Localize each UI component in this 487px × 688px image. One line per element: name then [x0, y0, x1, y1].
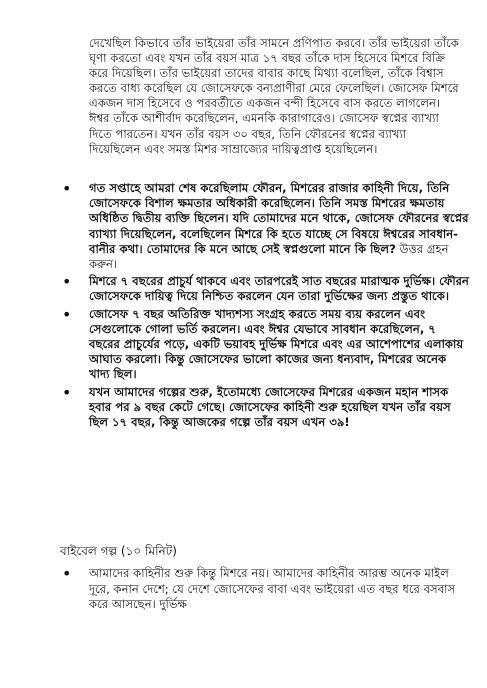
bullet-text: গত সপ্তাহে আমরা শেষ করেছিলাম ফৌরন, মিশরের রাজার কাহিনী দিয়ে, তিনি জোসেফকে বিশাল ক্ষমতার অধিকারী করেছিলেন। তিনি সমস্ত মিশরের ক্ষমতায় অধিষ্ঠিত দ্বিতীয় ব্যক্তি ছিলেন। যদি তোমাদের মনে থাকে, জোসেফ ফৌরনের স্বপ্নের ব্যাখ্যা দিয়েছিলেন, বলেছিলেন মিশরে কি হতে যাচ্ছে সে বিষয়ে ঈশ্বরের সাবধান-বানীর কথা। তোমাদের কি মনে আছে সেই স্বপ্নগুলো মানে কি ছিল?: [89, 181, 469, 256]
bullet-text: মিশরে ৭ বছরের প্রাচুর্য থাকবে এবং তারপরেই সাত বছরের মারাত্মক দুর্ভিক্ষ। ফৌরন জোসেফকে দায়িত্ব দিয়ে নিশ্চিত করলেন যেন তারা দুর্ভিক্ষের জন্য প্রস্তুত থাকে।: [89, 274, 469, 304]
list-item: [60, 566, 470, 613]
list-item: [60, 304, 470, 383]
lead-paragraph: দেখেছিল কিভাবে তাঁর ভাইয়েরা তাঁর সামনে প্রণিপাত করবে। তাঁর ভাইয়েরা তাঁকে ঘৃণা করতো এবং যখন তাঁর বয়স মাত্র ১৭ বছর তাঁকে দাস হিসেবে মিশরে বিক্রি করে দিয়েছিল। তাঁর ভাইয়েরা তাদের বাবার কাছে মিথ্যা বলেছিল, তাঁকে বিশ্বাস করতে বাধ্য করেছিল যে জোসেফকে বন্যপ্রাণীরা মেরে ফেলেছিল। জোসেফ মিশরে একজন দাস হিসেবে ও পরবর্তীতে একজন বন্দী হিসেবে বাস করতে লাগলেন। ঈশ্বর তাঁকে আশীর্বাদ করেছিলেন, এমনকি কারাগারেও। জোসেফ স্বপ্নের ব্যাখ্যা দিতে পারতেন। যখন তাঁর বয়স ৩০ বছর, তিনি ফৌরনের স্বপ্নের ব্যাখ্যা দিয়েছিলেন এবং সমস্ত মিশর সাম্রাজ্যের দায়িত্বপ্রাপ্ত হয়েছিলেন।: [89, 36, 459, 156]
bullet-icon: •: [62, 382, 72, 402]
bullet-icon: •: [62, 304, 72, 324]
section-bullet-list: [60, 566, 470, 615]
bullet-instruction: উত্তর গ্রহন করুন।: [89, 241, 449, 272]
bullet-icon: •: [62, 564, 72, 583]
list-item: [60, 382, 470, 431]
bullet-text: যখন আমাদের গল্পের শুরু, ইতোমধ্যে জোসেফের মিশরের একজন মহান শাসক হবার পর ৯ বছর কেটে গেছে। জোসেফের কাহিনী শুরু হয়েছিল যখন তাঁর বয়স ছিল ১৭ বছর, কিন্তু আজকের গল্পে তাঁর বয়স এখন ৩৯!: [89, 384, 451, 430]
bullet-icon: •: [62, 272, 72, 292]
bullet-text: জোসেফ ৭ বছর অতিরিক্ত খাদ্যশস্য সংগ্রহ করতে সময় ব্যয় করলেন এবং সেগুলোকে গোলা ভর্তি করলেন। এবং ঈশ্বর যেভাবে সাবধান করেছিলেন, ৭ বছরের প্রাচুর্যের পড়ে, একটি ভয়াবহ দুর্ভিক্ষ মিশরে এবং এর আশেপাশের এলাকায় আঘাত করলো। কিন্তু জোসেফের ভালো কাজের জন্য ধন্যবাদ, মিশরের অনেক খাদ্য ছিল।: [89, 306, 464, 382]
section-heading: বাইবেল গল্প (১০ মিনিট): [60, 544, 177, 558]
list-item: [60, 274, 470, 304]
bullet-icon: •: [62, 179, 72, 198]
bullet-list: [60, 181, 470, 432]
bullet-text: আমাদের কাহিনীর শুরু কিন্তু মিশরে নয়। আমাদের কাহিনীর আরম্ভ অনেক মাইল দূরে, কনান দেশে; যে দেশে জোসেফের বাবা এবং ভাইয়েরা এত বছর ধরে বসবাস করে আসছেন। দুর্ভিক্ষ: [89, 566, 456, 612]
list-item: [60, 181, 470, 272]
